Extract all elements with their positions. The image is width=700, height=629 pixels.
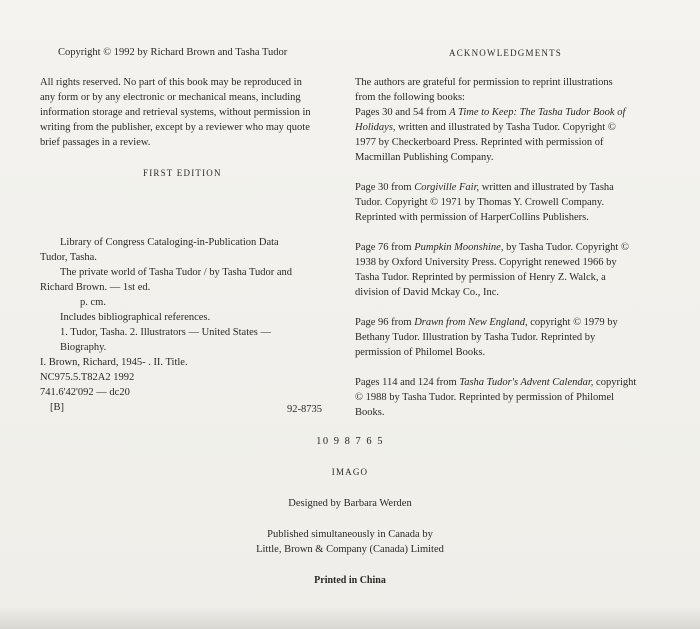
book-title: Drawn from New England,: [414, 317, 528, 328]
published-canada: Published simultaneously in Canada by: [267, 529, 433, 540]
ack-text: Page 76 from: [355, 242, 415, 253]
ack-p1-line1: [355, 105, 655, 120]
rights-line: any form or by any electronic or mechanical means, including: [40, 92, 301, 103]
ack-text: 1977 by Checkerboard Press. Reprinted with permission of: [355, 137, 604, 148]
page-shadow: [0, 607, 700, 629]
ack-intro: [355, 75, 655, 165]
cip-dewey: 741.6'42'092 — dc20: [40, 387, 130, 398]
ack-text: written and illustrated by Tasha: [479, 182, 614, 193]
rights-line: All rights reserved. No part of this book may be reproduced in: [40, 77, 302, 88]
cip-lc-class: NC975.5.T82A2 1992: [40, 372, 135, 383]
ack-text: written and illustrated by Tasha Tudor. Copyright ©: [395, 122, 616, 133]
book-title: Tasha Tudor's Advent Calendar,: [459, 377, 594, 388]
ack-p3-line1: [355, 240, 655, 255]
ack-text: by Tasha Tudor. Copyright ©: [503, 242, 629, 253]
ack-text: Reprinted with permission of HarperCollins Publishers.: [355, 212, 589, 223]
book-title: A Time to Keep: The Tasha Tudor Book of: [449, 107, 626, 118]
cip-pages: p. cm.: [80, 297, 106, 308]
rights-statement: [40, 75, 335, 150]
ack-text: division of David Mckay Co., Inc.: [355, 287, 500, 298]
cip-data: [40, 235, 335, 400]
ack-intro-line: from the following books:: [355, 92, 465, 103]
ack-p3: [355, 240, 655, 300]
ack-text: copyright: [593, 377, 637, 388]
cip-includes: Includes bibliographical references.: [60, 312, 211, 323]
ack-text: © 1988 by Tasha Tudor. Reprinted by permission of Philomel: [355, 392, 615, 403]
ack-intro-line: The authors are grateful for permission to reprint illustrations: [355, 77, 613, 88]
cip-header: Library of Congress Cataloging-in-Publication Data: [60, 237, 279, 248]
ack-text: 1938 by Oxford University Press. Copyright renewed 1966 by: [355, 257, 617, 268]
ack-p4: [355, 315, 655, 360]
rights-line: writing from the publisher, except by a reviewer who may quote: [40, 122, 310, 133]
rights-line: information storage and retrieval systems, without permission in: [40, 107, 311, 118]
ack-text: Pages 114 and 124 from: [355, 377, 460, 388]
imprint-name: IMAGO: [331, 467, 369, 477]
edition-label: FIRST EDITION: [143, 168, 222, 178]
ack-p5: [355, 375, 655, 420]
ack-text: Page 30 from: [355, 182, 415, 193]
ack-text: Page 96 from: [355, 317, 415, 328]
cip-author: Tudor, Tasha.: [40, 252, 97, 263]
cip-title: The private world of Tasha Tudor / by Tasha Tudor and: [60, 267, 293, 278]
designer-credit: Designed by Barbara Werden: [288, 498, 412, 509]
book-title: Holidays,: [355, 122, 396, 133]
cip-subjects: Biography.: [60, 342, 107, 353]
cip-subjects: 1. Tudor, Tasha. 2. Illustrators — United States —: [60, 327, 271, 338]
cip-bracket: [B]: [50, 402, 64, 413]
printing-numbers: 10 9 8 7 6 5: [316, 436, 384, 447]
ack-p5-line1: [355, 375, 655, 390]
ack-p4-line1: [355, 315, 655, 330]
ack-text: Books.: [355, 407, 385, 418]
cip-title: Richard Brown. — 1st ed.: [40, 282, 151, 293]
copyright-line: Copyright © 1992 by Richard Brown and Tasha Tudor: [58, 47, 288, 58]
ack-p2: [355, 180, 655, 225]
ack-text: Pages 30 and 54 from: [355, 107, 450, 118]
cip-added-entries: I. Brown, Richard, 1945- . II. Title.: [40, 357, 188, 368]
ack-text: Macmillan Publishing Company.: [355, 152, 494, 163]
ack-p1-line2: [355, 120, 655, 135]
acknowledgments-heading: ACKNOWLEDGMENTS: [449, 48, 562, 58]
ack-text: Tasha Tudor. Reprinted by permission of Henry Z. Walck, a: [355, 272, 606, 283]
cip-lccn: 92-8735: [287, 404, 322, 415]
book-title: Pumpkin Moonshine,: [414, 242, 504, 253]
ack-text: Tudor. Copyright © 1971 by Thomas Y. Crowell Company.: [355, 197, 605, 208]
book-title: Corgiville Fair,: [414, 182, 480, 193]
ack-p2-line1: [355, 180, 655, 195]
rights-line: brief passages in a review.: [40, 137, 151, 148]
printed-in: Printed in China: [314, 575, 386, 586]
published-canada-publisher: Little, Brown & Company (Canada) Limited: [256, 544, 444, 555]
ack-text: copyright © 1979 by: [527, 317, 618, 328]
ack-text: Bethany Tudor. Illustration by Tasha Tudor. Reprinted by: [355, 332, 596, 343]
ack-text: permission of Philomel Books.: [355, 347, 486, 358]
